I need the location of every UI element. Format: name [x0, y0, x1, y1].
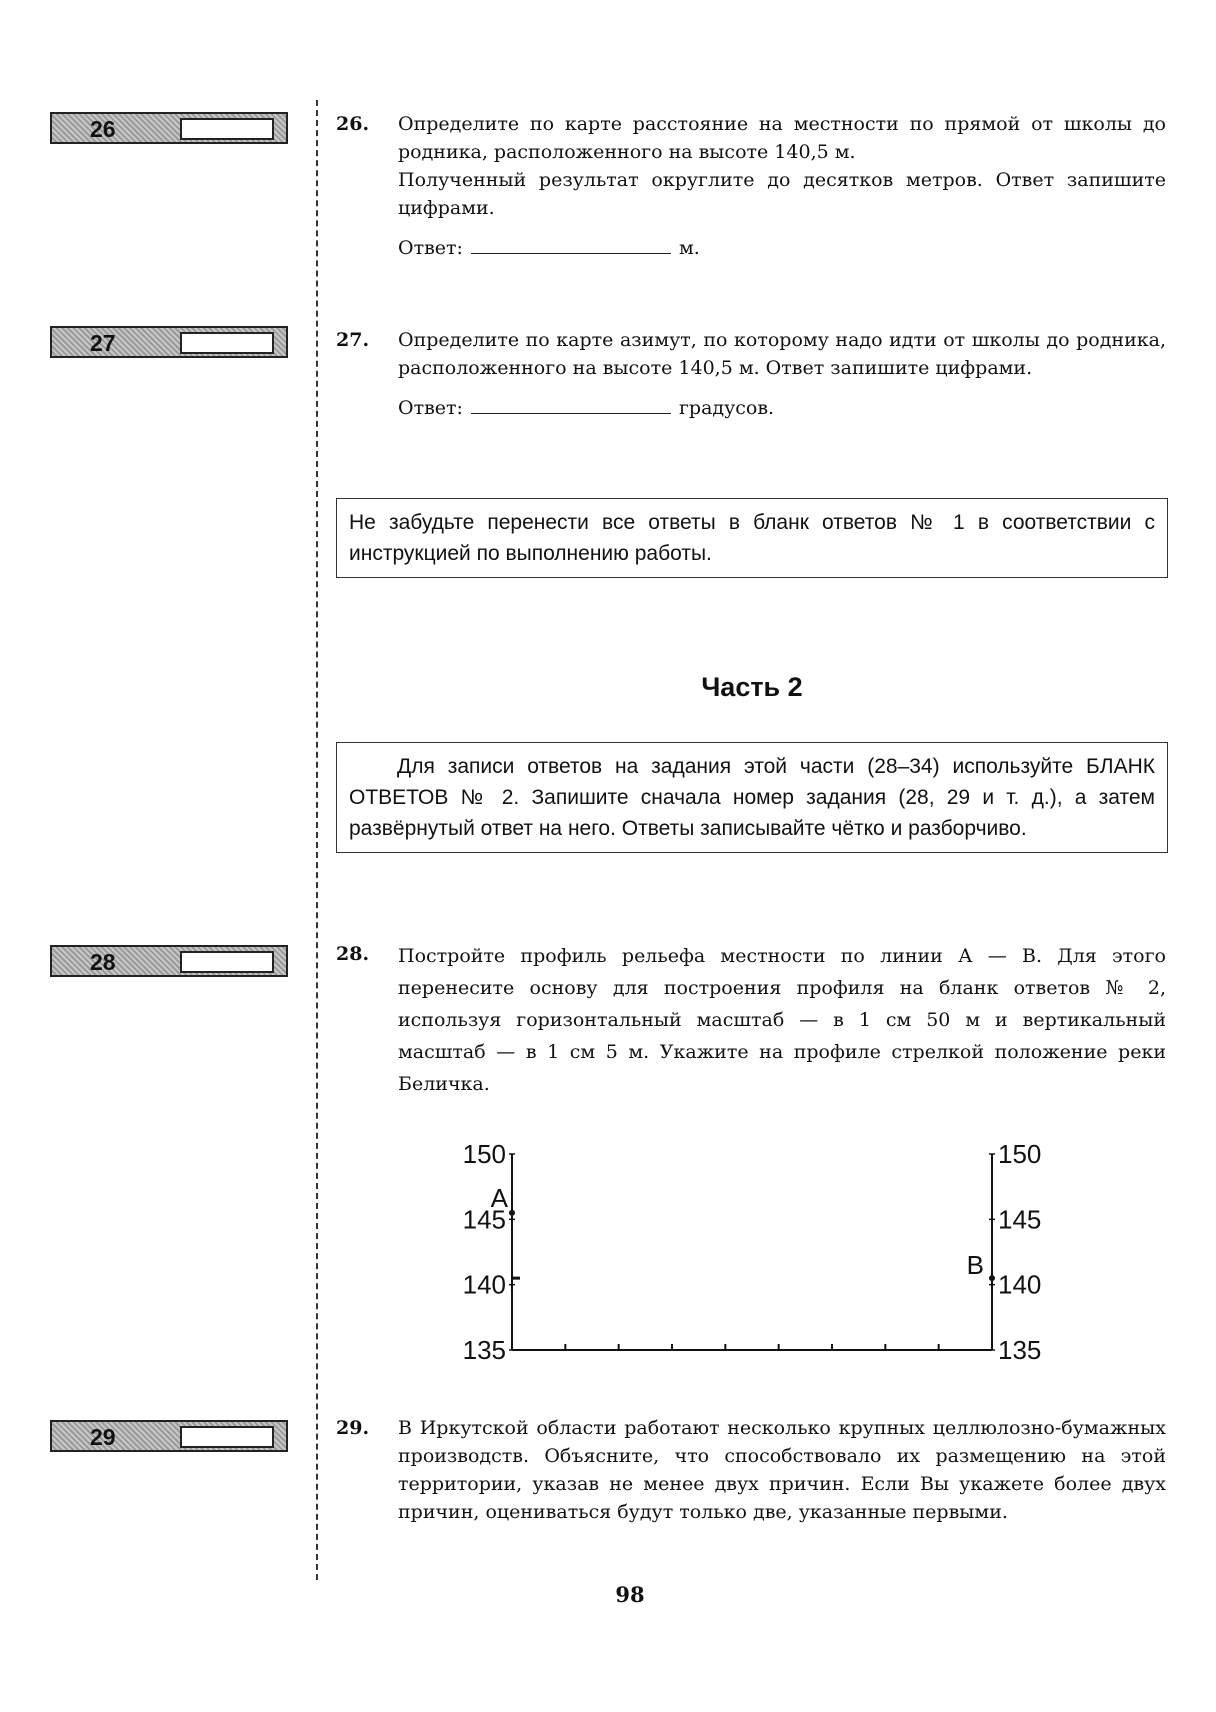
answer-label: Ответ: [398, 237, 463, 259]
answer-unit: градусов. [678, 397, 775, 419]
cut-line [316, 100, 318, 1580]
part-title: Часть 2 [701, 672, 803, 702]
answer-cell[interactable] [180, 332, 274, 354]
task-number: 29. [336, 1417, 370, 1439]
margin-box-number: 29 [90, 1424, 116, 1450]
task-26 [336, 110, 1166, 262]
answer-cell[interactable] [180, 951, 274, 973]
task-number: 27. [336, 329, 370, 351]
task-text: Определите по карте расстояние на местности по прямой от школы до родника, расположенного на высоте 140,5 м. [398, 113, 1166, 163]
task-28 [336, 940, 1166, 1100]
task-text: Полученный результат округлите до десятков метров. Ответ запишите цифрами. [398, 169, 1166, 219]
right-tick-label: 135 [998, 1335, 1042, 1365]
task-number: 26. [336, 113, 370, 135]
margin-box-number: 26 [90, 116, 116, 142]
answer-unit: м. [678, 237, 700, 259]
answer-line [398, 234, 1166, 262]
right-tick-label: 150 [998, 1139, 1042, 1169]
answer-cell[interactable] [180, 1426, 274, 1448]
left-tick-label: 140 [462, 1269, 506, 1300]
left-tick-label: 145 [462, 1204, 506, 1235]
right-tick-label: 145 [998, 1204, 1042, 1235]
task-text: Определите по карте азимут, по которому надо идти от школы до родника, расположенного на высоте 140,5 м. Ответ запишите цифрами. [398, 329, 1166, 379]
margin-box-29 [50, 1420, 288, 1452]
left-tick-label: 150 [462, 1139, 506, 1169]
margin-box-number: 28 [90, 949, 116, 975]
profile-chart [440, 1120, 1080, 1370]
left-tick-label: 135 [462, 1335, 506, 1365]
margin-box-26 [50, 112, 288, 144]
notice-part2-instructions: Для записи ответов на задания этой части (28–34) используйте БЛАНК ОТВЕТОВ № 2. Запишите сначала номер задания (28, 29 и т. д.), а затем развёрнутый ответ на него. Ответы записывайте чётко и разборчиво. [336, 742, 1168, 853]
task-29 [336, 1414, 1166, 1526]
right-tick-label: 140 [998, 1269, 1042, 1300]
answer-blank[interactable] [471, 395, 671, 414]
answer-label: Ответ: [398, 397, 463, 419]
notice-transfer-answers: Не забудьте перенести все ответы в бланк ответов № 1 в соответствии с инструкцией по выполнению работы. [336, 498, 1168, 578]
task-number: 28. [336, 943, 370, 965]
answer-line [398, 394, 1166, 422]
profile-point-a [509, 1210, 515, 1216]
margin-box-28 [50, 945, 288, 977]
answer-blank[interactable] [471, 235, 671, 254]
margin-box-number: 27 [90, 330, 116, 356]
profile-point-label: A [490, 1182, 508, 1213]
profile-point-label: B [966, 1250, 984, 1281]
margin-box-27 [50, 326, 288, 358]
answer-cell[interactable] [180, 118, 274, 140]
task-text: В Иркутской области работают несколько крупных целлюлозно-бумажных производств. Объясните, что способствовало их размещению на этой территории, указав не менее двух причин. Если Вы укажете более двух причин, оцениваться будут только две, указанные первыми. [398, 1417, 1166, 1523]
profile-point-b [989, 1275, 995, 1281]
page-number: 98 [615, 1582, 645, 1607]
task-text: Постройте профиль рельефа местности по линии А — В. Для этого перенесите основу для построения профиля на бланк ответов № 2, используя горизонтальный масштаб — в 1 см 50 м и вертикальный масштаб — в 1 см 5 м. Укажите на профиле стрелкой положение реки Беличка. [398, 945, 1166, 1095]
task-27 [336, 326, 1166, 422]
